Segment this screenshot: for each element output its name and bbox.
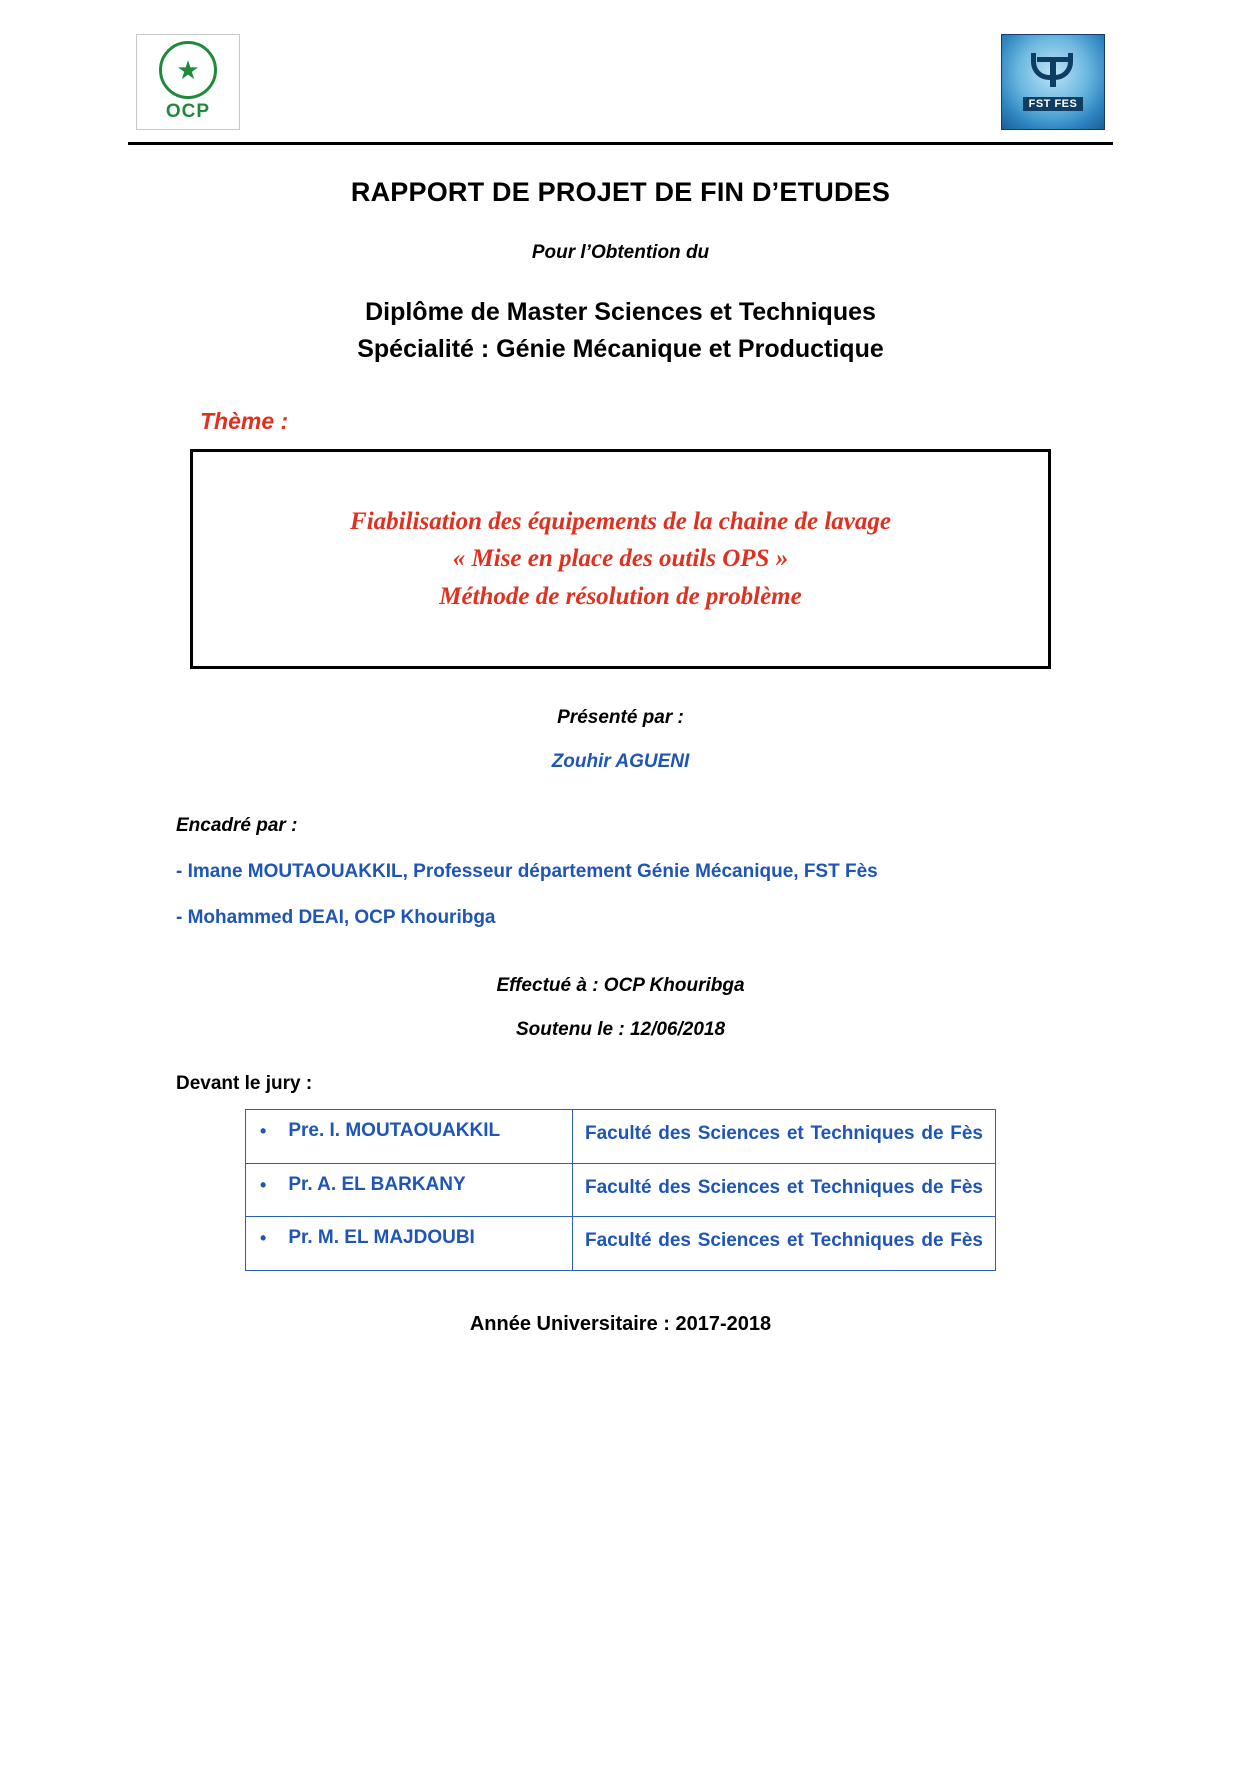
supervised-by-label: Encadré par : <box>176 815 298 836</box>
jury-label: Devant le jury : <box>176 1073 313 1094</box>
jury-member-name-cell <box>246 1217 573 1271</box>
defense-date: Soutenu le : 12/06/2018 <box>515 1019 726 1040</box>
degree-speciality: Spécialité : Génie Mécanique et Productique <box>357 335 884 363</box>
theme-line-1: Fiabilisation des équipements de la chaine de lavage <box>350 507 891 535</box>
degree-title: Diplôme de Master Sciences et Techniques <box>365 298 876 326</box>
ocp-star-icon: ★ <box>159 41 217 99</box>
page-title: RAPPORT DE PROJET DE FIN D’ETUDES <box>350 177 891 207</box>
document-page <box>0 34 1241 1788</box>
supervisor-1: - Imane MOUTAOUAKKIL, Professeur département Génie Mécanique, FST Fès <box>176 861 878 882</box>
document-header <box>128 34 1113 145</box>
ocp-logo-label: OCP <box>165 101 211 122</box>
jury-member-affiliation: Faculté des Sciences et Techniques de Fès <box>573 1110 996 1164</box>
table-row <box>246 1217 996 1271</box>
bullet-icon: • <box>260 1174 267 1195</box>
academic-year: Année Universitaire : 2017-2018 <box>469 1312 772 1335</box>
ocp-logo <box>136 34 240 130</box>
theme-line-2: « Mise en place des outils OPS » <box>452 545 789 573</box>
jury-member-name-cell <box>246 1163 573 1217</box>
jury-member-name-cell <box>246 1110 573 1164</box>
jury-member-name: Pre. I. MOUTAOUAKKIL <box>288 1120 501 1141</box>
jury-member-affiliation: Faculté des Sciences et Techniques de Fès <box>573 1217 996 1271</box>
theme-line-3: Méthode de résolution de problème <box>439 582 802 610</box>
fst-logo-label: FST FES <box>1023 97 1084 111</box>
presented-by-label: Présenté par : <box>557 707 684 728</box>
internship-place: Effectué à : OCP Khouribga <box>496 975 745 996</box>
bullet-icon: • <box>260 1228 267 1248</box>
jury-member-name: Pr. A. EL BARKANY <box>288 1173 466 1195</box>
table-row <box>246 1163 996 1217</box>
table-row <box>246 1110 996 1164</box>
jury-table <box>245 1109 996 1271</box>
jury-member-affiliation: Faculté des Sciences et Techniques de Fès <box>573 1163 996 1217</box>
theme-label: Thème : <box>200 408 289 434</box>
jury-member-name: Pr. M. EL MAJDOUBI <box>288 1227 475 1248</box>
author-name: Zouhir AGUENI <box>551 751 690 772</box>
fst-emblem-icon <box>1031 53 1075 93</box>
supervisor-2: - Mohammed DEAI, OCP Khouribga <box>176 907 496 928</box>
theme-box <box>190 449 1051 669</box>
document-subtitle: Pour l’Obtention du <box>531 242 710 263</box>
fst-fes-logo <box>1001 34 1105 130</box>
bullet-icon: • <box>260 1121 267 1141</box>
